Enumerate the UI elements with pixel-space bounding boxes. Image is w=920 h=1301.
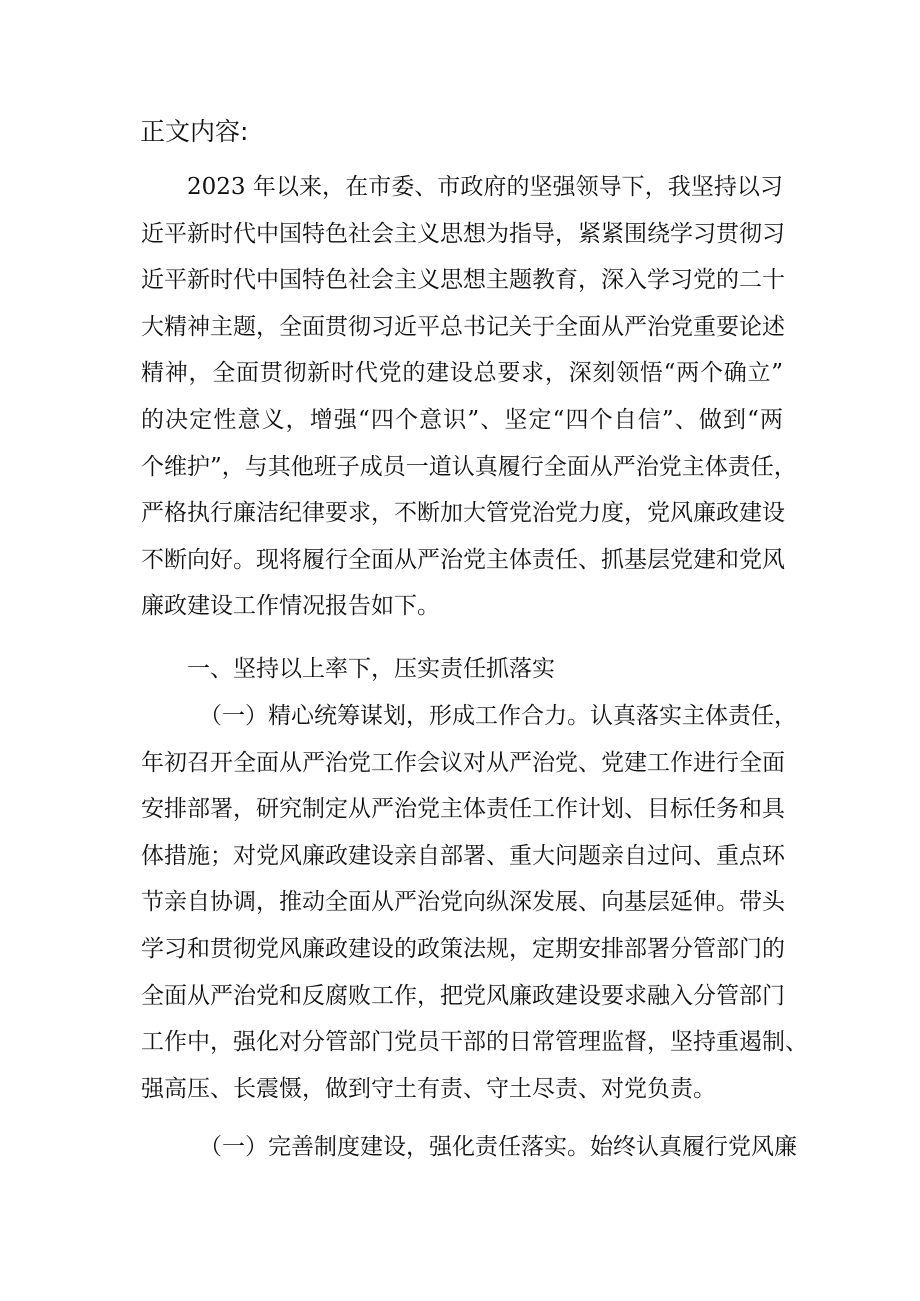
subsection-1-line: （一）精心统筹谋划，形成工作合力。认真落实主体责任， [199,703,797,729]
intro-line: 的决定性意义，增强“四个意识”、坚定“四个自信”、做到“两 [141,406,783,433]
document-heading: 正文内容: [140,117,249,146]
subsection-1-line: 年初召开全面从严治党工作会议对从严治党、党建工作进行全面 [141,749,785,776]
section-1-title-block [141,646,783,693]
subsection-1-line: 工作中，强化对分管部门党员干部的日常管理监督，坚持重遏制、 [141,1029,808,1056]
subsection-2-paragraph [141,1124,797,1171]
subsection-1-line: 节亲自协调，推动全面从严治党向纵深发展、向基层延伸。带头 [141,889,785,916]
subsection-1-line: 学习和贯彻党风廉政建设的政策法规，定期安排部署分管部门的 [141,935,785,962]
intro-line: 近平新时代中国特色社会主义思想主题教育，深入学习党的二十 [141,267,785,294]
section-1-title: 一、坚持以上率下，压实责任抓落实 [187,656,555,682]
intro-line: 大精神主题，全面贯彻习近平总书记关于全面从严治党重要论述 [141,313,785,340]
intro-line: 近平新时代中国特色社会主义思想为指导，紧紧围绕学习贯彻习 [141,220,785,247]
subsection-1-line: 全面从严治党和反腐败工作，把党风廉政建设要求融入分管部门 [141,982,785,1009]
subsection-1-line: 强高压、长震慑，做到守土有责、守土尽责、对党负责。 [141,1075,716,1102]
intro-line: 2023 年以来，在市委、市政府的坚强领导下，我坚持以习 [187,174,783,200]
intro-line: 精神，全面贯彻新时代党的建设总要求，深刻领悟“两个确立” [141,360,783,387]
intro-line: 个维护”，与其他班子成员一道认真履行全面从严治党主体责任， [141,453,797,480]
subsection-2-line: （一）完善制度建设，强化责任落实。始终认真履行党风廉 [199,1134,797,1160]
intro-line: 廉政建设工作情况报告如下。 [141,593,440,620]
intro-line: 不断向好。现将履行全面从严治党主体责任、抓基层党建和党风 [141,546,785,573]
subsection-1-paragraph [141,693,808,1112]
subsection-1-line: 体措施；对党风廉政建设亲自部署、重大问题亲自过问、重点环 [141,842,785,869]
intro-line: 严格执行廉洁纪律要求，不断加大管党治党力度，党风廉政建设 [141,500,785,527]
intro-paragraph [141,164,797,630]
subsection-1-line: 安排部署，研究制定从严治党主体责任工作计划、目标任务和具 [141,796,785,823]
